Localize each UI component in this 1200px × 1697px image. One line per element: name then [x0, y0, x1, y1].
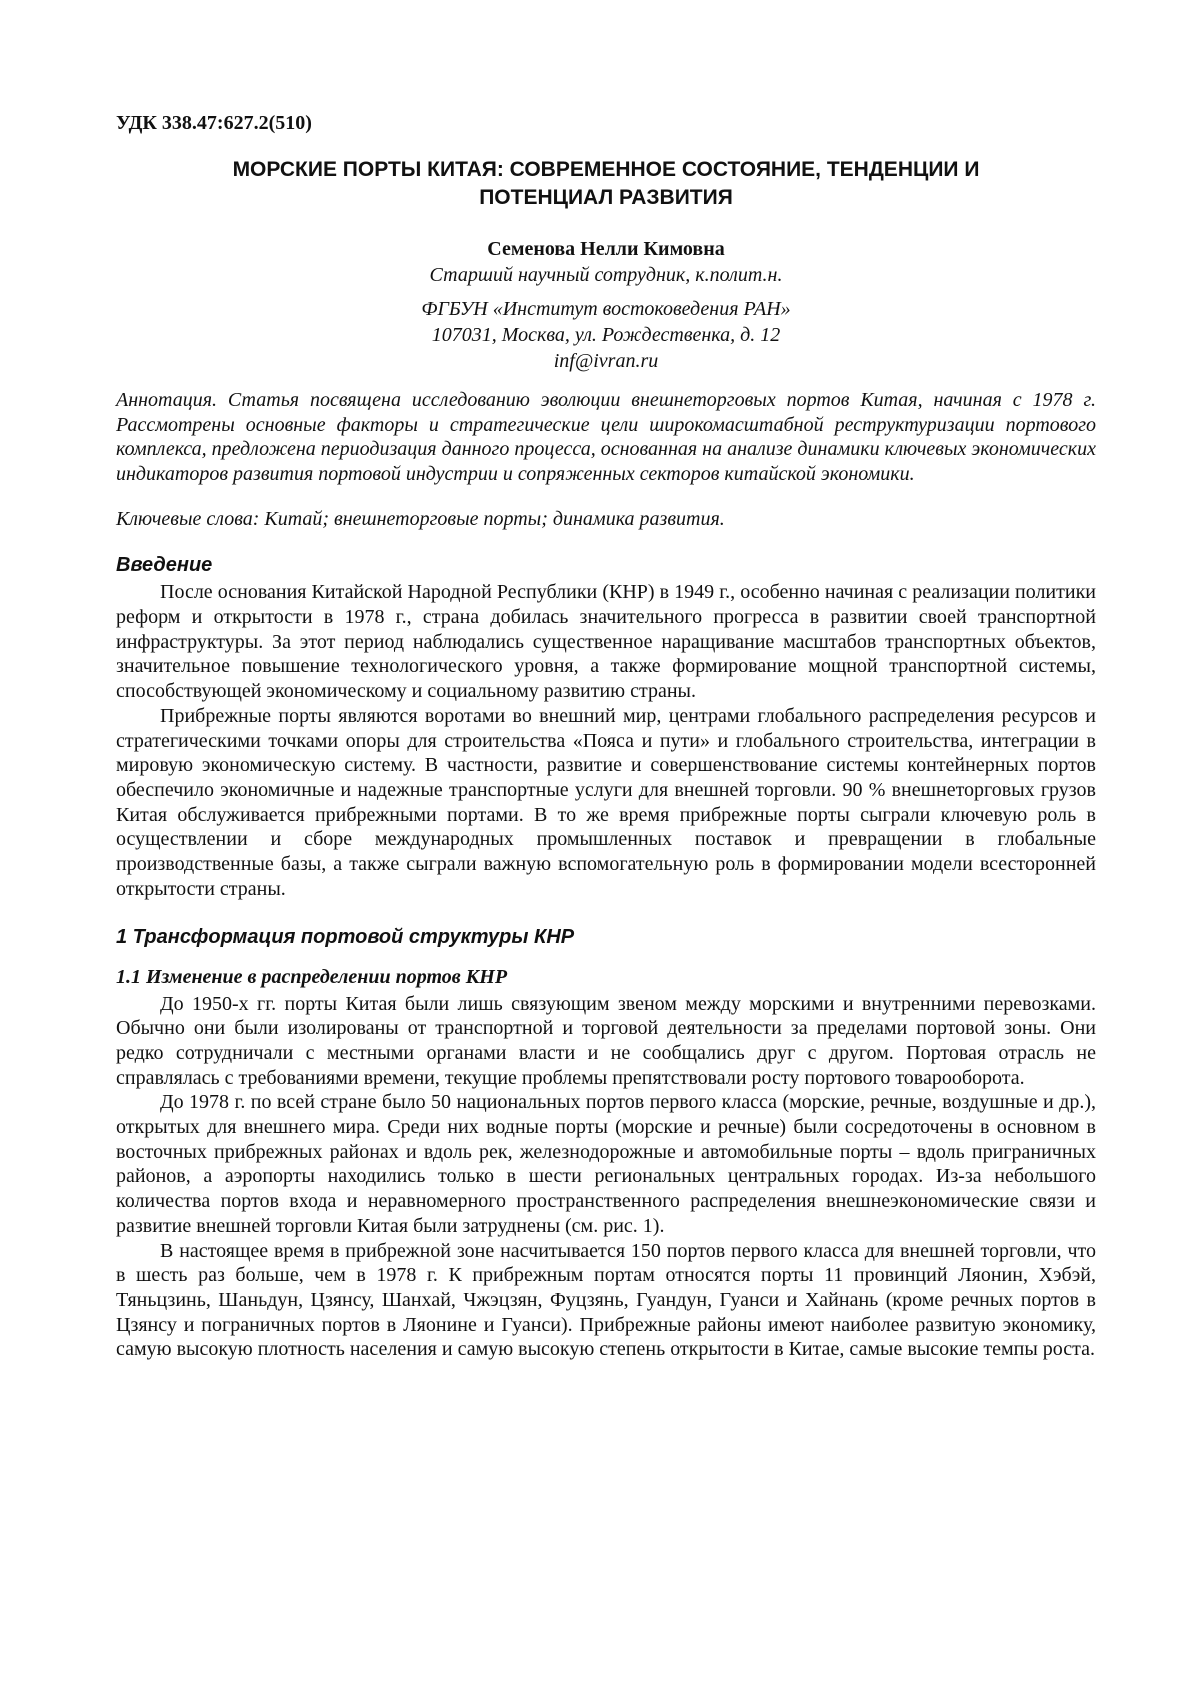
section-1-paragraph: В настоящее время в прибрежной зоне насчитывается 150 портов первого класса для внешней торговли, что в шесть раз больше, чем в 1978 г. К прибрежным портам относятся порты 11 провинций Ляонин, Хэбэй, Тяньцзинь, Шаньдун, Цзянсу, Шанхай, Чжэцзян, Фуцзянь, Гуандун, Гуанси и Хайнань (кроме речных портов в Цзянсу и пограничных портов в Ляонине и Гуанси). Прибрежные районы имеют наиболее развитую экономику, самую высокую плотность населения и самую высокую степень открытости в Китае, самые высокие темпы роста.	[116, 1239, 1096, 1361]
author-email[interactable]: inf@ivran.ru	[553, 350, 659, 372]
intro-paragraph: Прибрежные порты являются воротами во внешний мир, центрами глобального распределения ресурсов и стратегическими точками опоры для строительства «Пояса и пути» и глобального строительства, интеграции в мировую экономическую систему. В частности, развитие и совершенствование системы контейнерных портов обеспечило экономичные и надежные транспортные услуги для внешней торговли. 90 % внешнеторговых грузов Китая обслуживается прибрежными портами. В то же время прибрежные порты сыграли ключевую роль в осуществлении и сборе международных промышленных поставок и превращении в глобальные производственные базы, а также сыграли важную вспомогательную роль в формировании модели всесторонней открытости страны.	[116, 704, 1096, 900]
annotation: Аннотация. Статья посвящена исследованию эволюции внешнеторговых портов Китая, начиная с 1978 г. Рассмотрены основные факторы и стратегические цели широкомасштабной реструктуризации портового комплекса, предложена периодизация данного процесса, основанная на анализе динамики ключевых экономических индикаторов развития портовой индустрии и сопряженных секторов китайской экономики.	[116, 389, 1097, 485]
author-organization: ФГБУН «Институт востоковедения РАН»	[421, 298, 791, 320]
article-title-line: ПОТЕНЦИАЛ РАЗВИТИЯ	[479, 186, 733, 209]
section-1-paragraph: До 1978 г. по всей стране было 50 национальных портов первого класса (морские, речные, воздушные и др.), открытых для внешнего мира. Среди них водные порты (морские и речные) были сосредоточены в основном в восточных прибрежных районах и вдоль рек, железнодорожные и автомобильные порты – вдоль приграничных районов, а аэропорты находились только в шести региональных центральных городах. Из-за небольшого количества портов входа и неравномерного пространственного распределения внешнеэкономические связи и развитие внешней торговли Китая были затруднены (см. рис. 1).	[116, 1091, 1096, 1237]
author-position: Старший научный сотрудник, к.полит.н.	[429, 264, 783, 286]
article-title-line: МОРСКИЕ ПОРТЫ КИТАЯ: СОВРЕМЕННОЕ СОСТОЯНИЕ, ТЕНДЕНЦИИ И	[232, 158, 980, 181]
author-block	[116, 236, 1096, 374]
section-1-1-subheading: 1.1 Изменение в распределении портов КНР	[116, 965, 508, 988]
keywords: Ключевые слова: Китай; внешнеторговые порты; динамика развития.	[116, 508, 725, 531]
section-1-heading: 1 Трансформация портовой структуры КНР	[116, 925, 575, 948]
author-address: 107031, Москва, ул. Рождественка, д. 12	[431, 324, 781, 346]
article-page	[116, 110, 1096, 1362]
intro-heading: Введение	[116, 554, 213, 577]
intro-paragraph: После основания Китайской Народной Республики (КНР) в 1949 г., особенно начиная с реализации политики реформ и открытости в 1978 г., страна добилась значительного прогресса в развитии своей транспортной инфраструктуры. За этот период наблюдались существенное наращивание масштабов транспортных объектов, значительное повышение технологического уровня, а также формирование мощной транспортной системы, способствующей экономическому и социальному развитию страны.	[116, 581, 1096, 703]
udc-code: УДК 338.47:627.2(510)	[116, 112, 312, 134]
author-name: Семенова Нелли Кимовна	[487, 238, 725, 260]
section-1-paragraph: До 1950-х гг. порты Китая были лишь связующим звеном между морскими и внутренними перевозками. Обычно они были изолированы от транспортной и торговой деятельности за пределами портовой зоны. Они редко сотрудничали с местными органами власти и не сообщались друг с другом. Портовая отрасль не справлялась с требованиями времени, текущие проблемы препятствовали росту портового товарооборота.	[116, 992, 1096, 1089]
article-title	[116, 156, 1096, 212]
